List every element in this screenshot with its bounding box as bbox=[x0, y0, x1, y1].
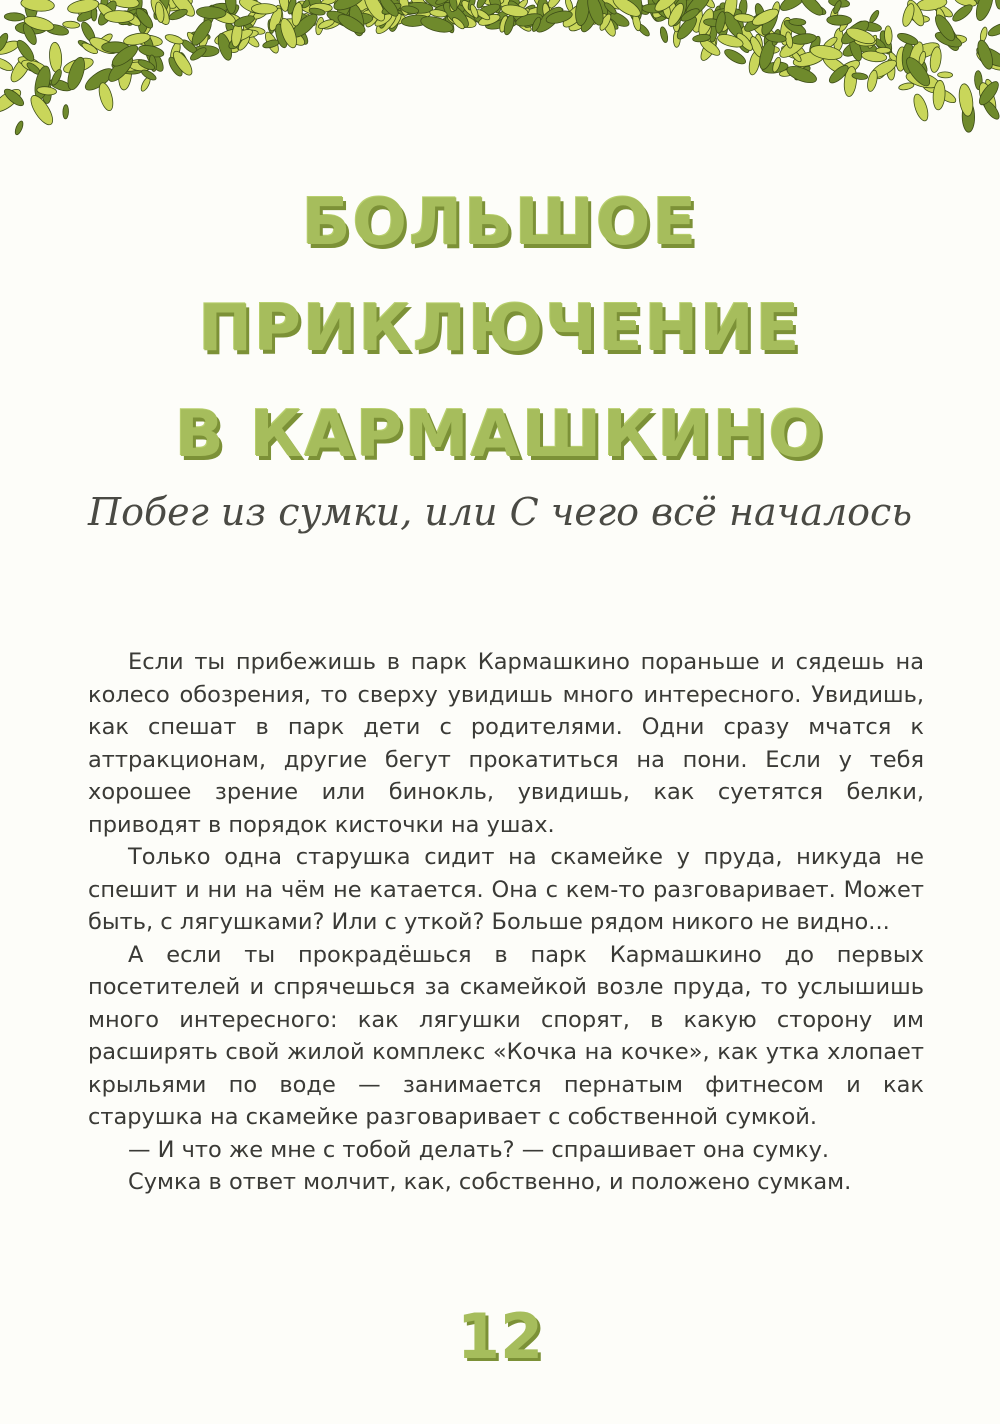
paragraph: А если ты прокрадёшься в парк Кармашкино до первых посетителей и спрячешься за скамейкой возле пруда, то услышишь много интересного: как лягушки спорят, в какую сторону им расширять свой жилой комплекс «Кочка на кочке», как утка хлопает крыльями по воде — занимается пернатым фитнесом и как старушка на скамейке разговаривает с собственной сумкой. bbox=[88, 941, 924, 1130]
body-text bbox=[88, 646, 924, 1199]
leaf bbox=[995, 0, 1000, 9]
paragraph: Сумка в ответ молчит, как, собственно, и положено сумкам. bbox=[128, 1169, 852, 1195]
leaf bbox=[49, 42, 63, 73]
leaf bbox=[957, 83, 974, 117]
leaf bbox=[164, 33, 184, 46]
leaf bbox=[96, 81, 115, 112]
leaf bbox=[911, 92, 931, 122]
paragraph: Только одна старушка сидит на скамейке у пруда, никуда не спешит и ни на чём не катается. Она с кем-то разговаривает. Может быть, с лягушками? Или с уткой? Больше рядом никого не видно... bbox=[88, 844, 924, 935]
leaf bbox=[659, 26, 669, 43]
paragraph: — И что же мне с тобой делать? — спрашивает она сумку. bbox=[128, 1136, 830, 1163]
leaf bbox=[65, 55, 88, 91]
title-line-1: БОЛЬШОЕ bbox=[301, 186, 699, 260]
title-line-3: В КАРМАШКИНО bbox=[175, 398, 825, 472]
title-line-2: ПРИКЛЮЧЕНИЕ bbox=[198, 292, 802, 366]
chapter-subtitle: Побег из сумки, или С чего всё началось bbox=[87, 490, 913, 534]
leaf bbox=[827, 15, 852, 25]
leaf bbox=[866, 69, 879, 92]
chapter-title bbox=[0, 170, 1000, 488]
leaf bbox=[14, 120, 25, 136]
paragraph: Если ты прибежишь в парк Кармашкино пораньше и сядешь на колесо обозрения, то сверху увидишь много интересного. Увидишь, как спешат в парк дети с родителями. Одни сразу мчатся к аттракционам, другие бегут прокатиться на пони. Если у тебя хорошее зрение или бинокль, увидишь, как суетятся белки, приводят в порядок кисточки на ушах. bbox=[88, 649, 924, 838]
leaf bbox=[63, 105, 69, 119]
leaf bbox=[4, 12, 25, 21]
leaf bbox=[950, 2, 974, 24]
leaf bbox=[876, 47, 891, 53]
leaf bbox=[0, 55, 14, 73]
leaf bbox=[986, 21, 1000, 39]
leaf bbox=[797, 0, 826, 18]
leaf bbox=[868, 9, 880, 24]
page-number: 12 bbox=[456, 1300, 544, 1373]
leaf bbox=[104, 10, 134, 23]
leaf bbox=[251, 4, 277, 14]
leaf bbox=[884, 26, 892, 45]
leaf bbox=[938, 72, 953, 78]
